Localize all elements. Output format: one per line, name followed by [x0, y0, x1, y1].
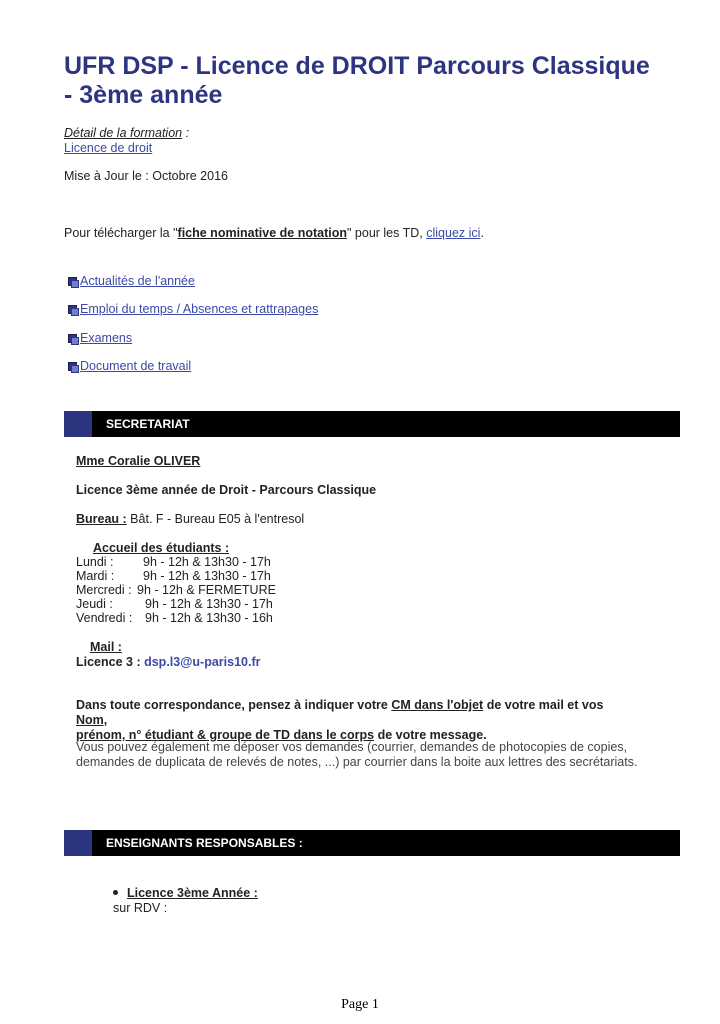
enseignants-header-label: ENSEIGNANTS RESPONSABLES : — [106, 836, 303, 850]
detail-line — [64, 126, 189, 140]
schedule-day: Jeudi : — [76, 597, 113, 611]
header-accent — [64, 830, 92, 856]
notice-text: de votre message. — [374, 728, 487, 742]
schedule-hours: 9h - 12h & 13h30 - 17h — [143, 555, 271, 569]
program-name: Licence 3ème année de Droit - Parcours Classique — [76, 483, 377, 497]
schedule-day: Lundi : — [76, 555, 114, 569]
secretariat-header — [64, 411, 680, 437]
notice-underline: CM dans l'objet — [391, 698, 484, 712]
schedule-row — [76, 555, 271, 569]
nav-item-actualites[interactable] — [68, 274, 195, 288]
secretariat-header-label: SECRETARIAT — [106, 417, 190, 431]
mail-line — [76, 655, 260, 669]
detail-suffix: : — [182, 126, 190, 140]
accueil-label: Accueil des étudiants : — [93, 541, 230, 555]
schedule-day: Mercredi : — [76, 583, 132, 597]
mail-address-link[interactable]: dsp.l3@u-paris10.fr — [144, 655, 261, 669]
nav-item-label[interactable]: Emploi du temps / Absences et rattrapages — [80, 302, 319, 316]
cliquez-ici-link[interactable]: cliquez ici — [426, 226, 481, 240]
schedule-hours: 9h - 12h & 13h30 - 17h — [143, 569, 271, 583]
nav-item-document-de-travail[interactable] — [68, 359, 191, 373]
schedule-day: Mardi : — [76, 569, 115, 583]
bureau-value: Bât. F - Bureau E05 à l'entresol — [126, 512, 305, 526]
mail-label: Mail : — [90, 640, 122, 654]
schedule-hours: 9h - 12h & FERMETURE — [137, 583, 276, 597]
mail-prefix: Licence 3 : — [76, 655, 145, 669]
schedule-row — [76, 597, 273, 611]
notice-underline: Nom, — [76, 713, 108, 727]
page-icon — [68, 362, 77, 371]
schedule-row — [76, 583, 276, 597]
enseignant-item-label: Licence 3ème Année : — [127, 886, 258, 900]
enseignants-header — [64, 830, 680, 856]
header-accent — [64, 411, 92, 437]
enseignant-item-sub: sur RDV : — [113, 901, 168, 915]
correspondence-notice — [76, 698, 636, 743]
update-date: Mise à Jour le : Octobre 2016 — [64, 169, 228, 183]
nav-item-label[interactable]: Actualités de l'année — [80, 274, 195, 288]
page-title: UFR DSP - Licence de DROIT Parcours Classique - 3ème année — [64, 52, 650, 109]
notice-text: Dans toute correspondance, pensez à indiquer votre — [76, 698, 392, 712]
download-suffix: . — [480, 226, 484, 240]
schedule-row — [76, 611, 273, 625]
nav-item-label[interactable]: Examens — [80, 331, 133, 345]
schedule-row — [76, 569, 271, 583]
schedule-hours: 9h - 12h & 13h30 - 17h — [145, 597, 273, 611]
deposit-line: Vous pouvez également me déposer vos demandes (courrier, demandes de photocopies de copies, — [76, 740, 628, 754]
deposit-line: demandes de duplicata de relevés de notes, ...) par courrier dans la boite aux lettres des secrétariats. — [76, 755, 638, 769]
page-number: Page 1 — [341, 997, 379, 1012]
nav-item-emploi-du-temps[interactable] — [68, 302, 318, 316]
page-icon — [68, 305, 77, 314]
detail-label: Détail de la formation — [64, 126, 183, 140]
schedule-hours: 9h - 12h & 13h30 - 16h — [145, 611, 273, 625]
bureau-label: Bureau : — [76, 512, 127, 526]
download-prefix: Pour télécharger la " — [64, 226, 178, 240]
secretary-name: Mme Coralie OLIVER — [76, 454, 201, 468]
download-middle: " pour les TD, — [347, 226, 427, 240]
download-line — [64, 226, 484, 240]
notice-underline: prénom, n° étudiant & groupe de TD dans le corps — [76, 728, 375, 742]
nav-item-label[interactable]: Document de travail — [80, 359, 192, 373]
bullet-icon — [113, 890, 118, 895]
bureau-line — [76, 512, 304, 526]
page-icon — [68, 277, 77, 286]
page-icon — [68, 334, 77, 343]
nav-item-examens[interactable] — [68, 331, 132, 345]
download-bold: fiche nominative de notation — [177, 226, 347, 240]
deposit-text — [76, 740, 637, 770]
schedule-day: Vendredi : — [76, 611, 133, 625]
notice-text: de votre mail et vos — [483, 698, 604, 712]
licence-de-droit-link[interactable]: Licence de droit — [64, 141, 153, 155]
